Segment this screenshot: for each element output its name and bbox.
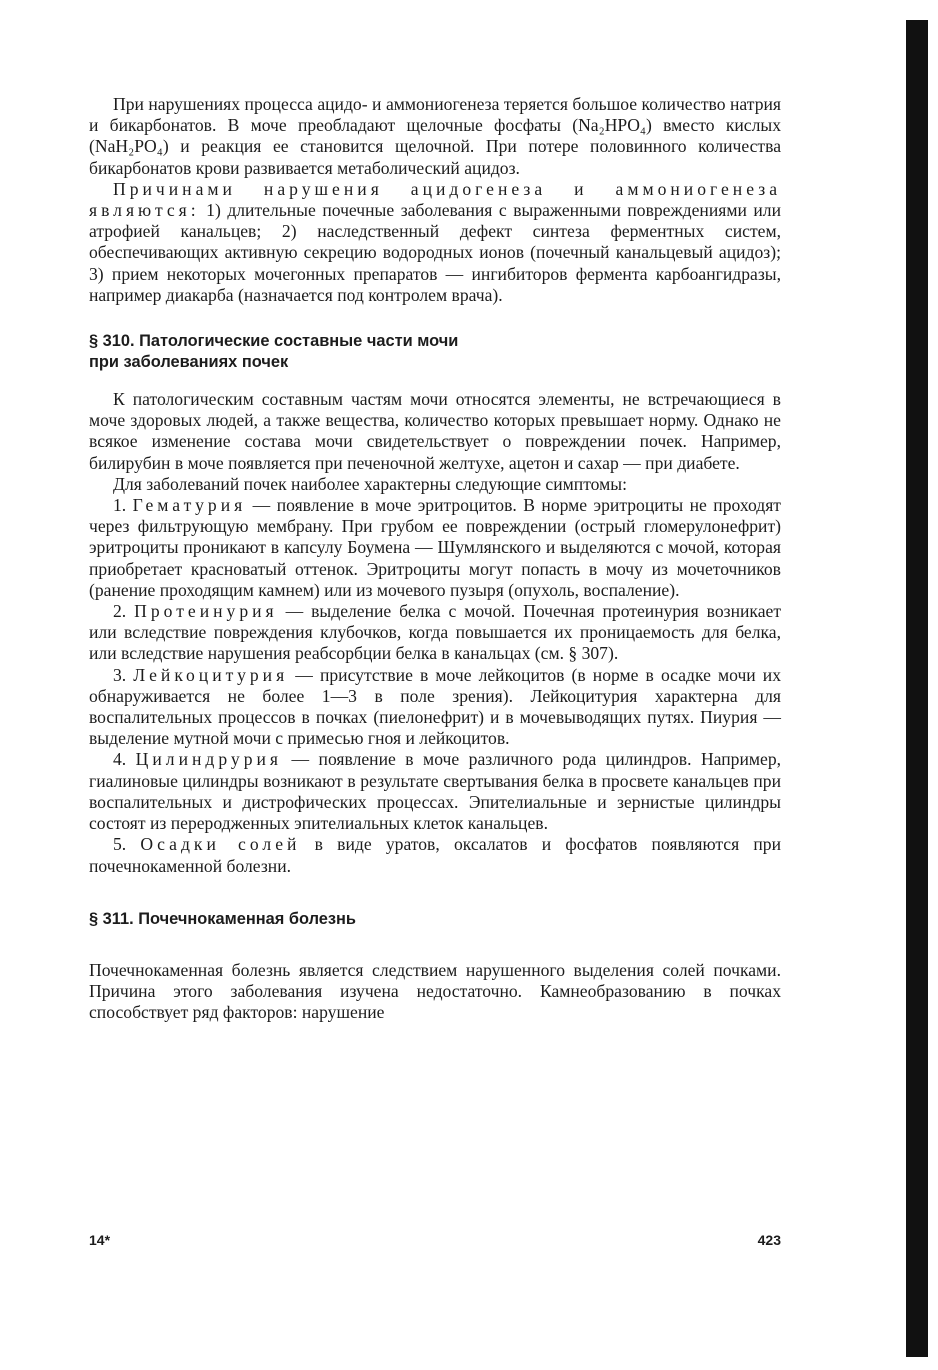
- section-311-title: § 311. Почечнокаменная болезнь: [89, 909, 357, 928]
- symptom-number: 4.: [113, 749, 136, 770]
- symptom-number: 1.: [113, 495, 133, 516]
- symptom-cylindruria: [89, 749, 781, 834]
- symptom-hematuria: [89, 495, 781, 601]
- symptom-term: Гематурия: [132, 495, 247, 516]
- section-310-title-line2: при заболеваниях почек: [89, 353, 289, 372]
- symptom-term: Осадки солей: [140, 834, 301, 855]
- paragraph-causes: [89, 179, 781, 306]
- symptom-term: Цилиндрурия: [135, 749, 283, 770]
- section-310-intro: К патологическим составным частям мочи относятся элементы, не встречающиеся в моче здоровых людей, а также вещества, количество которых превышает норму. Однако не всякое изменение состава мочи свидетельствует о повреждении почек. Например, билирубин в моче появляется при печеночной желтухе, ацетон и сахар — при диабете.: [89, 389, 781, 473]
- symptom-salt-sediments: [89, 834, 781, 876]
- symptom-text: — появление в моче различного рода цилиндров. Например, гиалиновые цилиндры возникают в результате свертывания белка в просвете канальцев при воспалительных и дистрофических процессах. Эпителиальные и зернистые цилиндры состоят из переродженных эпителиальных клеток канальцев.: [89, 749, 782, 834]
- symptom-term: Протеинурия: [134, 601, 278, 622]
- symptom-number: 3.: [113, 664, 134, 685]
- page-number: 423: [757, 1232, 781, 1248]
- signature-mark: 14*: [89, 1232, 111, 1248]
- symptom-text: в виде уратов, оксалатов и фосфатов появляются при почечнокаменной болезни.: [89, 834, 782, 876]
- symptom-term: Лейкоцитурия: [133, 664, 289, 685]
- symptom-text: — появление в моче эритроцитов. В норме эритроциты не проходят через фильтрующую мембрану. При грубом ее повреждении (острый гломерулонефрит) эритроциты проникают в капсулу Боумена — Шумлянского и выделяются с мочой, которая приобретает красноватый оттенок. Эритроциты могут попасть в мочу из мочеточников (ранение проходящим камнем) или из мочевого пузыря (опухоль, воспаление).: [89, 495, 781, 600]
- page-body: [89, 94, 781, 1023]
- scan-edge-shadow: [906, 20, 928, 1357]
- symptom-leukocyturia: [89, 665, 781, 750]
- symptom-text: — присутствие в моче лейкоцитов (в норме в осадке мочи их обнаруживается не более 1—3 в поле зрения). Лейкоцитурия характерна для воспалительных процессов в почках (пиелонефрит) и в мочевыводящих путях. Пиурия — выделение мутной мочи с примесью гноя и лейкоцитов.: [89, 664, 782, 749]
- paragraph-acidosis: При нарушениях процесса ацидо- и аммониогенеза теряется большое количество натрия и бикарбонатов. В моче преобладают щелочные фосфаты (Na₂HPO₄) вместо кислых (NaH₂PO₄) и реакция ее становится щелочной. При потере половинного количества бикарбонатов крови развивается метаболический ацидоз.: [89, 94, 781, 178]
- symptom-number: 5.: [113, 834, 141, 855]
- symptom-text: — выделение белка с мочой. Почечная протеинурия возникает или вследствие повреждения клубочков, когда повышается их проницаемость для белка, или вследствие нарушения реабсорбции белка в канальцах (см. § 307).: [89, 601, 782, 664]
- causes-text: 1) длительные почечные заболевания с выраженными повреждениями или атрофией канальцев; 2) наследственный дефект синтеза ферментных систем, обеспечивающих активную секрецию водородных ионов (почечный канальцевый ацидоз); 3) прием некоторых мочегонных препаратов — ингибиторов фермента карбоангидразы, например диакарба (назначается под контролем врача).: [89, 200, 781, 305]
- symptom-number: 2.: [113, 601, 135, 622]
- causes-spaced-term: Причинами нарушения ацидогенеза и аммониогенеза являются:: [89, 178, 781, 221]
- section-311-text: Почечнокаменная болезнь является следствием нарушенного выделения солей почками. Причина этого заболевания изучена недостаточно. Камнеобразованию в почках способствует ряд факторов: нарушение: [89, 959, 781, 1023]
- section-310-title-line1: § 310. Патологические составные части мочи: [89, 332, 459, 351]
- symptom-proteinuria: [89, 601, 781, 665]
- symptoms-intro: Для заболеваний почек наиболее характерны следующие симптомы:: [113, 473, 627, 494]
